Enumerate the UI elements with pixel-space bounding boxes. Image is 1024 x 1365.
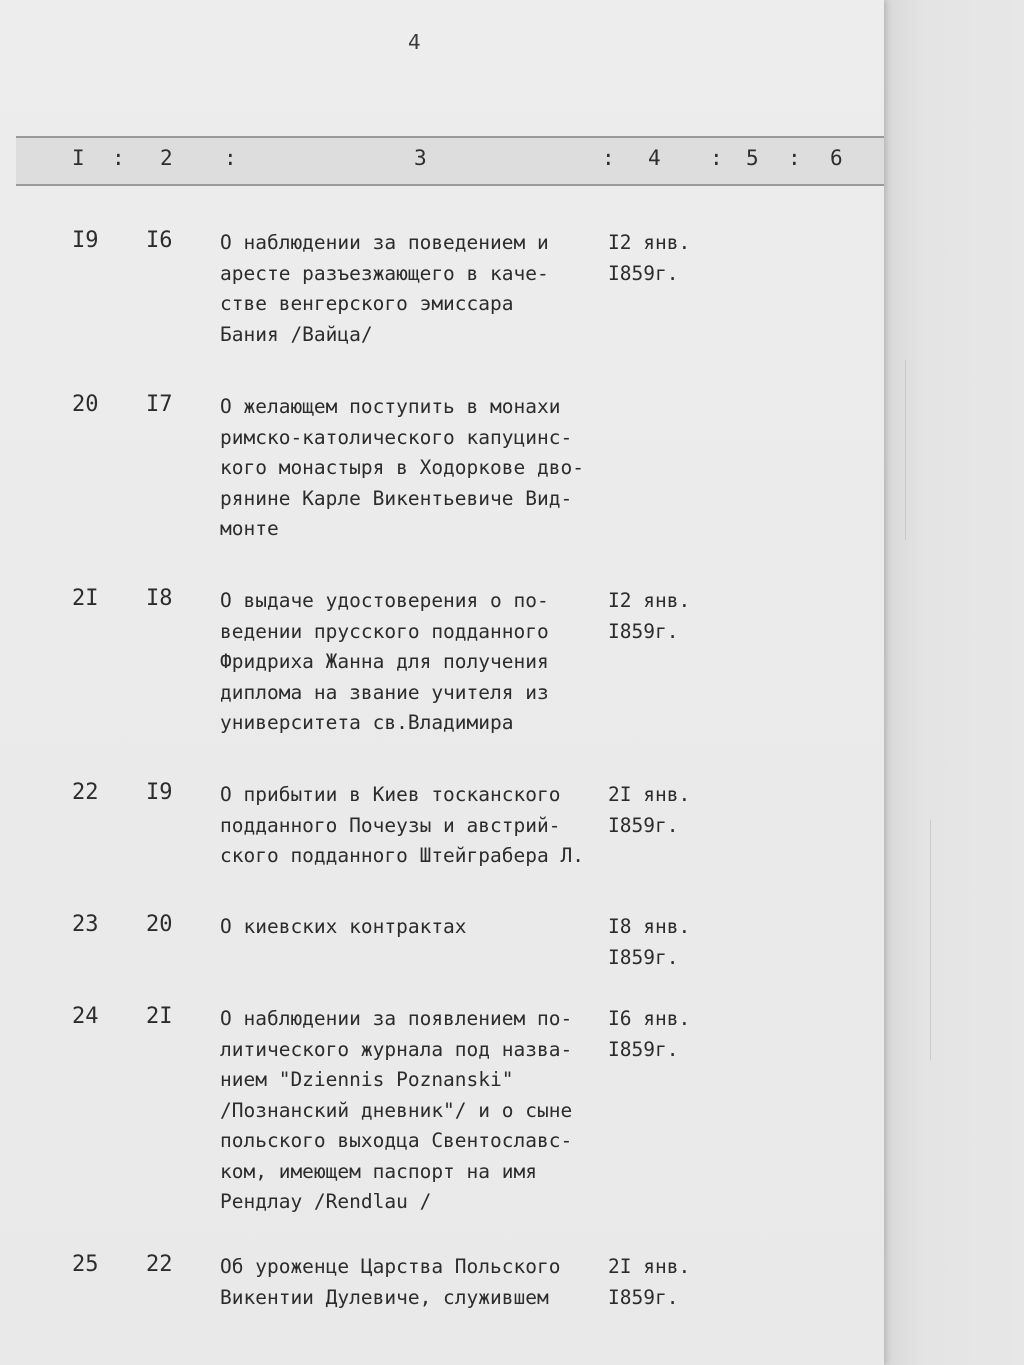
description-line: польского выходца Свентославс- <box>220 1129 573 1152</box>
entry-description <box>220 392 612 545</box>
header-col-6: 6 <box>830 146 843 170</box>
entry-date <box>608 1004 718 1065</box>
date-line: 2I янв. <box>608 1255 691 1278</box>
date-line: I859г. <box>608 945 679 969</box>
column-header-row <box>16 136 884 186</box>
date-line: I859г. <box>608 261 679 285</box>
description-line: ком, имеющем паспорт на имя <box>220 1159 537 1183</box>
header-separator: : <box>224 146 237 170</box>
entry-number: 20 <box>72 392 99 417</box>
entry-number: I9 <box>72 228 99 253</box>
date-line: I859г. <box>608 813 679 837</box>
header-separator: : <box>788 146 801 170</box>
entry-number: 24 <box>72 1004 99 1029</box>
header-separator: : <box>710 146 723 170</box>
entry-number: 2I <box>72 586 99 611</box>
page-number: 4 <box>408 30 421 54</box>
header-separator: : <box>112 146 125 170</box>
description-line: ведении прусского подданного <box>220 619 549 643</box>
entry-date <box>608 586 718 647</box>
header-col-5: 5 <box>746 146 759 170</box>
description-line: нием "Dziennis Poznanski" <box>220 1068 514 1091</box>
description-line: рянине Карле Викентьевиче Вид- <box>220 486 573 510</box>
description-line: /Познанский дневник"/ и о сыне <box>220 1098 573 1122</box>
description-line: Об уроженце Царства Польского <box>220 1255 561 1278</box>
description-line: Рендлау /Rendlau / <box>220 1190 432 1213</box>
description-line: литического журнала под назва- <box>220 1037 573 1061</box>
entry-description <box>220 586 612 739</box>
header-col-4: 4 <box>648 146 661 170</box>
date-line: I2 янв. <box>608 589 691 612</box>
entry-number: 25 <box>72 1252 99 1277</box>
description-line: университета св.Владимира <box>220 711 514 734</box>
description-line: монте <box>220 517 279 540</box>
header-col-3: 3 <box>414 146 427 170</box>
description-line: подданного Почеузы и австрий- <box>220 813 561 837</box>
paper-crease <box>930 820 931 1060</box>
description-line: О наблюдении за поведением и <box>220 231 549 254</box>
date-line: I859г. <box>608 619 679 643</box>
entry-description <box>220 228 612 350</box>
entry-date <box>608 1252 718 1313</box>
date-line: I859г. <box>608 1037 679 1061</box>
entry-number: 23 <box>72 912 99 937</box>
description-line: диплома на звание учителя из <box>220 680 549 704</box>
paper-crease <box>905 360 906 540</box>
description-line: О киевских контрактах <box>220 915 467 938</box>
entry-date <box>608 780 718 841</box>
file-number: I6 <box>146 228 173 253</box>
description-line: римско-католического капуцинс- <box>220 425 573 449</box>
description-line: О выдаче удостоверения о по- <box>220 589 549 612</box>
underlying-page-edge <box>884 0 1024 1365</box>
description-line: О прибытии в Киев тосканского <box>220 783 561 806</box>
header-col-2: 2 <box>160 146 173 170</box>
date-line: I2 янв. <box>608 231 691 254</box>
date-line: I8 янв. <box>608 915 691 938</box>
description-line: Фридриха Жанна для получения <box>220 650 549 673</box>
entry-description <box>220 1252 612 1313</box>
description-line: ского подданного Штейграбера Л. <box>220 844 584 867</box>
entry-number: 22 <box>72 780 99 805</box>
description-line: кого монастыря в Ходоркове дво- <box>220 456 584 479</box>
description-line: О наблюдении за появлением по- <box>220 1007 573 1030</box>
entry-date <box>608 912 718 973</box>
file-number: 2I <box>146 1004 173 1029</box>
file-number: I7 <box>146 392 173 417</box>
date-line: I6 янв. <box>608 1007 691 1030</box>
description-line: Бания /Вайца/ <box>220 322 373 346</box>
entry-description <box>220 780 612 872</box>
entry-description <box>220 912 612 943</box>
date-line: I859г. <box>608 1285 679 1309</box>
date-line: 2I янв. <box>608 783 691 806</box>
header-separator: : <box>602 146 615 170</box>
file-number: I8 <box>146 586 173 611</box>
file-number: I9 <box>146 780 173 805</box>
description-line: стве венгерского эмиссара <box>220 292 514 315</box>
entry-date <box>608 228 718 289</box>
entry-description <box>220 1004 612 1218</box>
header-col-1: I <box>72 146 85 170</box>
file-number: 22 <box>146 1252 173 1277</box>
description-line: Викентии Дулевиче, служившем <box>220 1285 549 1309</box>
description-line: аресте разъезжающего в каче- <box>220 261 549 285</box>
file-number: 20 <box>146 912 173 937</box>
description-line: О желающем поступить в монахи <box>220 395 561 418</box>
